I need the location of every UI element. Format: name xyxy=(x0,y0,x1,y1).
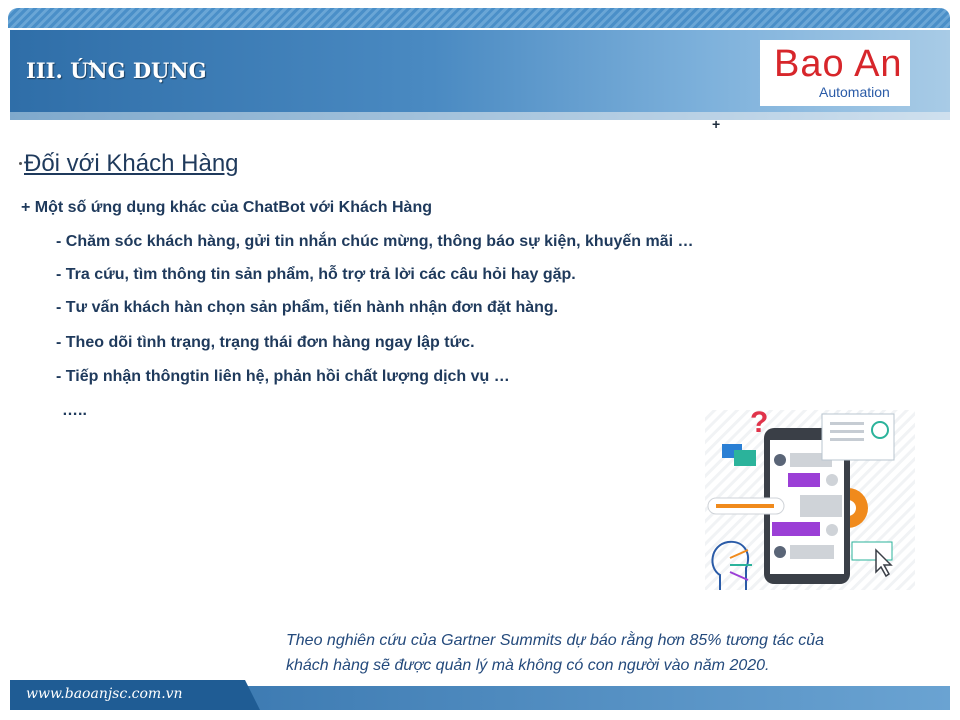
section-heading: Đối với Khách Hàng xyxy=(24,150,239,177)
question-mark-icon: ? xyxy=(750,406,769,439)
list-item: - Tư vấn khách hàn chọn sản phẩm, tiến hành nhận đơn đặt hàng. xyxy=(56,299,559,316)
list-item: - Tiếp nhận thôngtin liên hệ, phản hồi chất lượng dịch vụ … xyxy=(56,368,510,385)
company-logo-subtitle: Automation xyxy=(819,84,890,100)
header-stripe xyxy=(8,8,950,28)
website-url: www.baoanjsc.com.vn xyxy=(26,686,183,702)
plus-icon: + xyxy=(712,116,721,132)
list-item: - Tra cứu, tìm thông tin sản phẩm, hỗ trợ trả lời các câu hỏi hay gặp. xyxy=(56,266,576,283)
message-bar-icon xyxy=(708,498,784,514)
company-logo: Bao An xyxy=(774,43,903,85)
note-line: Theo nghiên cứu của Gartner Summits dự báo rằng hơn 85% tương tác của xyxy=(286,632,825,649)
intro-line: + Một số ứng dụng khác của ChatBot với Khách Hàng xyxy=(21,199,432,216)
header-divider xyxy=(10,112,950,120)
research-note xyxy=(286,628,936,678)
list-item: - Theo dõi tình trạng, trạng thái đơn hàng ngay lập tức. xyxy=(56,334,475,351)
bullet-dot xyxy=(19,162,22,165)
footer-bar xyxy=(10,680,950,710)
ellipsis-text: ….. xyxy=(62,402,87,419)
chatbot-illustration xyxy=(700,400,920,605)
list-item: - Chăm sóc khách hàng, gửi tin nhắn chúc mừng, thông báo sự kiện, khuyến mãi … xyxy=(56,233,694,250)
document-icon xyxy=(822,414,894,460)
slide-title: III. ỨNG DỤNG xyxy=(26,58,207,83)
note-line: khách hàng sẽ được quản lý mà không có con người vào năm 2020. xyxy=(286,657,770,674)
